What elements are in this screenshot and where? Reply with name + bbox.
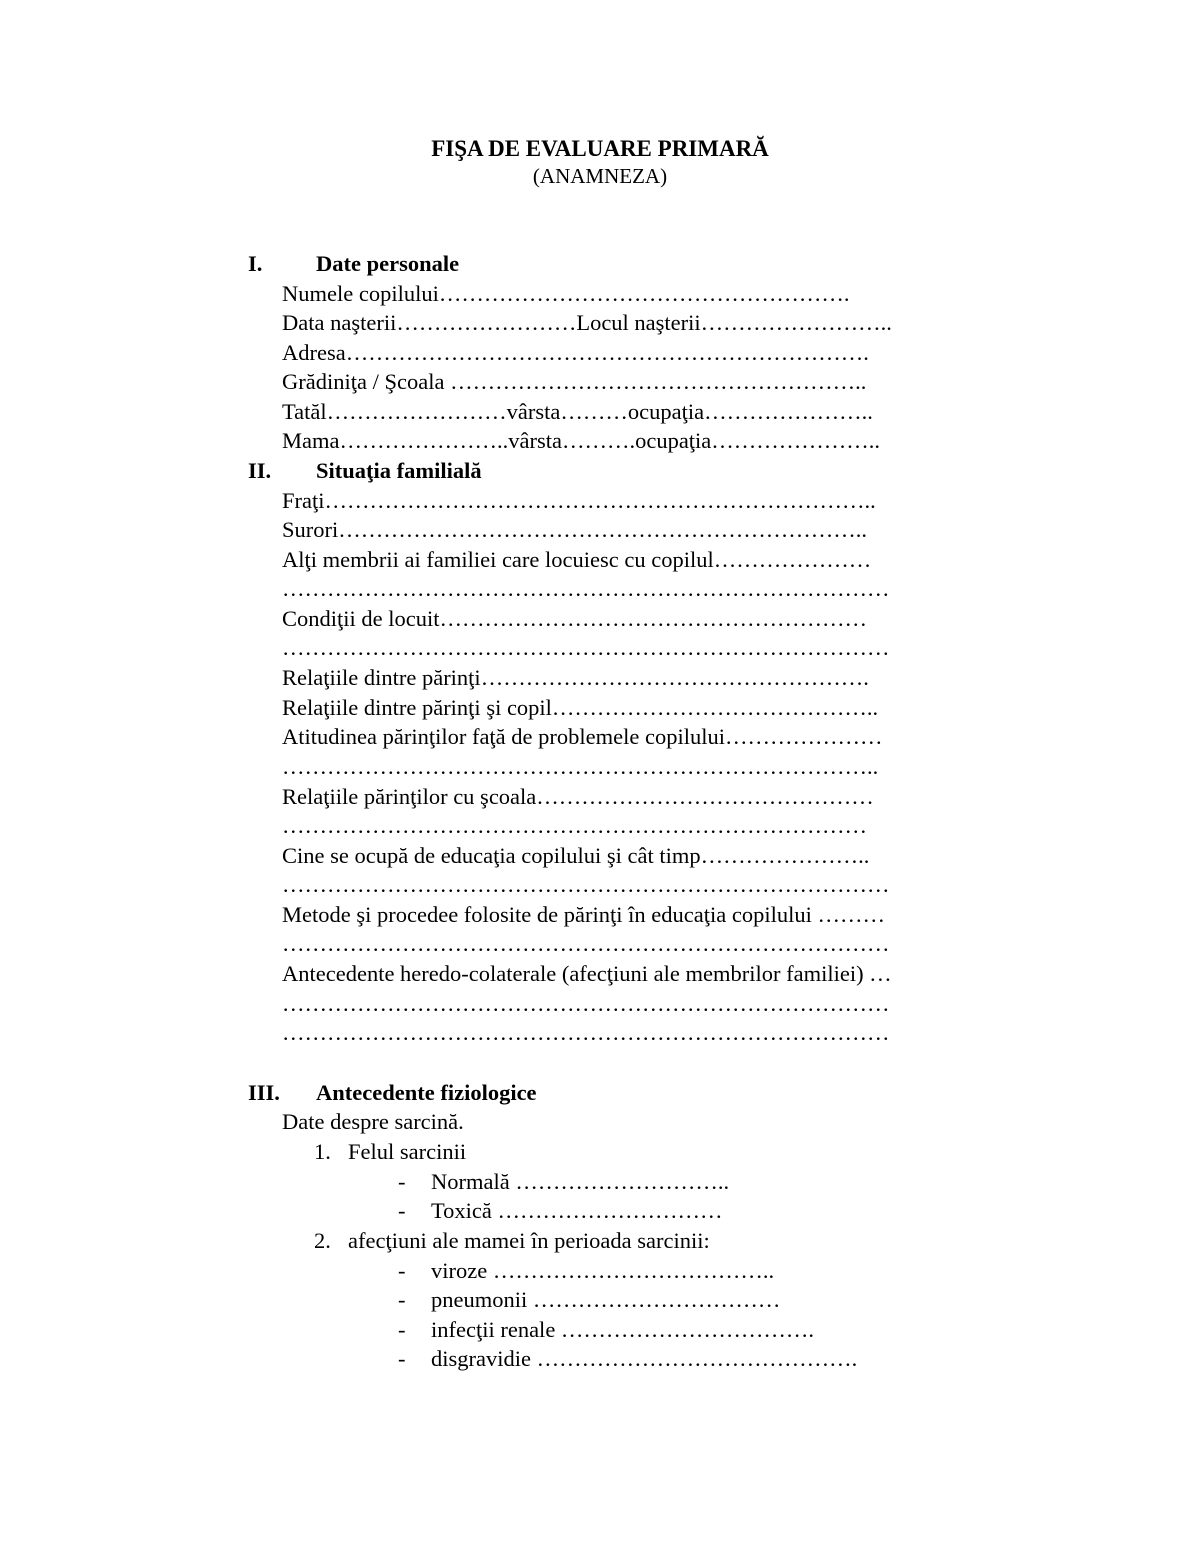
field-normal: Normală ……………………….. bbox=[431, 1169, 730, 1194]
field-continuation: ……………………………………………………………………… bbox=[282, 1020, 890, 1045]
bullet-dash: - bbox=[398, 1346, 406, 1371]
field-disgravidie: disgravidie ……………………………………. bbox=[431, 1346, 858, 1371]
document-title: FIŞA DE EVALUARE PRIMARĂ bbox=[431, 136, 769, 161]
field-school: Grădiniţa / Şcoala ……………………………………………….. bbox=[282, 369, 867, 394]
field-education-methods: Metode şi procedee folosite de părinţi în educaţia copilului ……… bbox=[282, 902, 885, 927]
field-birth-date-place: Data naşterii……………………Locul naşterii…………………….. bbox=[282, 310, 892, 335]
list-number: 2. bbox=[314, 1228, 331, 1253]
field-continuation: …………………………………………………………………….. bbox=[282, 754, 879, 779]
field-parent-school-relations: Relaţiile părinţilor cu şcoala……………………………………… bbox=[282, 784, 874, 809]
mother-conditions-label: afecţiuni ale mamei în perioada sarcinii: bbox=[348, 1228, 710, 1253]
section-1-title: Date personale bbox=[316, 251, 460, 276]
field-parent-child-relations: Relaţiile dintre părinţi şi copil…………………………………….. bbox=[282, 695, 879, 720]
field-continuation: ……………………………………………………………………… bbox=[282, 872, 890, 897]
bullet-dash: - bbox=[398, 1169, 406, 1194]
section-3-numeral: III. bbox=[248, 1080, 280, 1105]
section-2-title: Situaţia familială bbox=[316, 458, 482, 483]
field-continuation: …………………………………………………………………… bbox=[282, 813, 867, 838]
field-parent-attitude: Atitudinea părinţilor faţă de problemele copilului………………… bbox=[282, 724, 883, 749]
field-infectii-renale: infecţii renale ……………………………. bbox=[431, 1317, 815, 1342]
field-continuation: ……………………………………………………………………… bbox=[282, 991, 890, 1016]
field-address: Adresa……………………………………………………………. bbox=[282, 340, 869, 365]
field-continuation: ……………………………………………………………………… bbox=[282, 576, 890, 601]
field-pneumonii: pneumonii …………………………… bbox=[431, 1287, 781, 1312]
bullet-dash: - bbox=[398, 1198, 406, 1223]
field-father: Tatăl……………………vârsta………ocupaţia………………….. bbox=[282, 399, 873, 424]
bullet-dash: - bbox=[398, 1317, 406, 1342]
field-education-caretaker: Cine se ocupă de educaţia copilului şi cât timp………………….. bbox=[282, 843, 870, 868]
field-toxic: Toxică ………………………… bbox=[431, 1198, 723, 1223]
pregnancy-intro: Date despre sarcină. bbox=[282, 1109, 464, 1134]
field-parent-relations: Relaţiile dintre părinţi……………………………………………. bbox=[282, 665, 869, 690]
bullet-dash: - bbox=[398, 1258, 406, 1283]
section-1-numeral: I. bbox=[248, 251, 263, 276]
field-continuation: ……………………………………………………………………… bbox=[282, 635, 890, 660]
field-viroze: viroze ……………………………….. bbox=[431, 1258, 775, 1283]
field-brothers: Fraţi……………………………………………………………….. bbox=[282, 488, 876, 513]
section-2-numeral: II. bbox=[248, 458, 272, 483]
pregnancy-type-label: Felul sarcinii bbox=[348, 1139, 467, 1164]
field-living-conditions: Condiţii de locuit………………………………………………… bbox=[282, 606, 867, 631]
field-mother: Mama…………………..vârsta……….ocupaţia………………….. bbox=[282, 428, 881, 453]
field-child-name: Numele copilului………………………………………………. bbox=[282, 281, 850, 306]
field-continuation: ……………………………………………………………………… bbox=[282, 931, 890, 956]
field-sisters: Surori…………………………………………………………….. bbox=[282, 517, 867, 542]
section-3-title: Antecedente fiziologice bbox=[316, 1080, 537, 1105]
document-subtitle: (ANAMNEZA) bbox=[532, 164, 668, 188]
field-hereditary-history: Antecedente heredo-colaterale (afecţiuni ale membrilor familiei) … bbox=[282, 961, 892, 986]
bullet-dash: - bbox=[398, 1287, 406, 1312]
list-number: 1. bbox=[314, 1139, 331, 1164]
field-other-members: Alţi membrii ai familiei care locuiesc cu copilul………………… bbox=[282, 547, 872, 572]
